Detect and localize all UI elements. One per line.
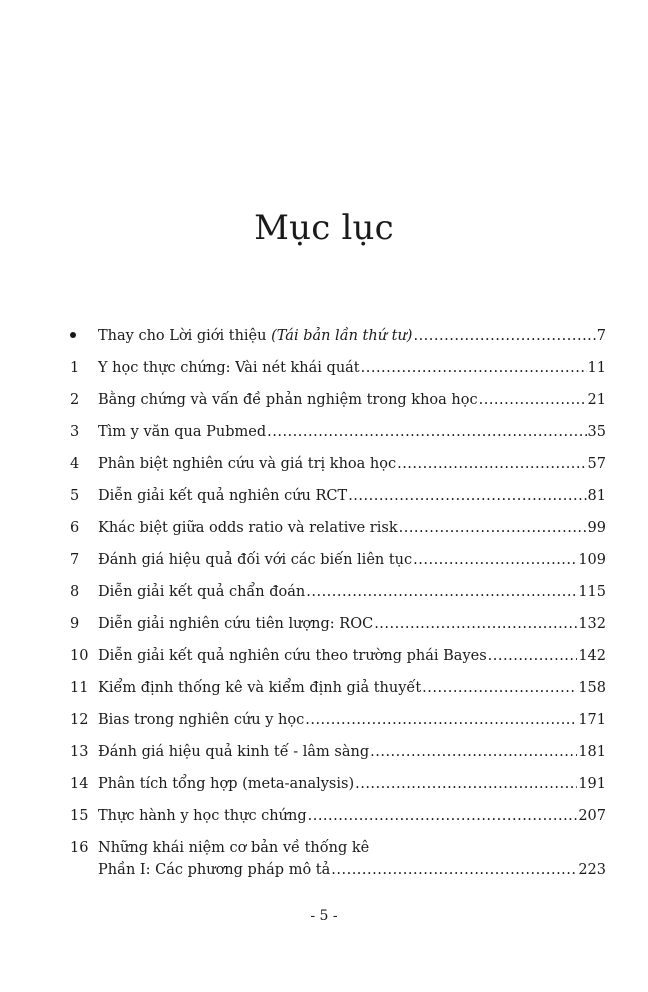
toc-entry-title: Diễn giải kết quả nghiên cứu theo trường phái Bayes	[98, 648, 487, 664]
toc-page-number: 142	[578, 648, 606, 664]
toc-entry-title: Những khái niệm cơ bản về thống kê	[98, 840, 370, 856]
dot-leader	[479, 384, 587, 416]
toc-entry-number: 11	[70, 680, 89, 696]
toc-entry-5[interactable]	[70, 480, 606, 512]
toc-entry-12[interactable]	[70, 704, 606, 736]
toc-entry-subtitle: Phần I: Các phương pháp mô tả	[98, 862, 331, 878]
toc-entry-title: Diễn giải nghiên cứu tiên lượng: ROC	[98, 616, 374, 632]
toc-entry-title: Diễn giải kết quả chẩn đoán	[98, 584, 306, 600]
bullet-icon	[70, 320, 98, 352]
toc-page-number: 158	[578, 680, 606, 696]
dot-leader	[413, 544, 577, 576]
table-of-contents	[70, 320, 606, 880]
toc-page-number: 81	[587, 488, 606, 504]
toc-entry-number: 5	[70, 488, 80, 504]
toc-entry-subtitle: (Tái bản lần thứ tư)	[271, 328, 413, 344]
dot-leader	[306, 576, 577, 608]
toc-entry-title: Bằng chứng và vấn đề phản nghiệm trong khoa học	[98, 392, 478, 408]
toc-entry-16[interactable]	[70, 832, 606, 880]
footer-page-number: - 5 -	[310, 908, 338, 924]
toc-page-number: 181	[578, 744, 606, 760]
dot-leader	[399, 512, 587, 544]
toc-entry-title: Khác biệt giữa odds ratio và relative risk	[98, 520, 398, 536]
toc-entry-title: Thực hành y học thực chứng	[98, 808, 307, 824]
toc-entry-14[interactable]	[70, 768, 606, 800]
dot-leader	[397, 448, 586, 480]
toc-entry-number: 9	[70, 616, 80, 632]
dot-leader	[331, 859, 577, 881]
toc-entry-title: Y học thực chứng: Vài nét khái quát	[98, 360, 360, 376]
toc-entry-title: Tìm y văn qua Pubmed	[98, 424, 267, 440]
toc-entry-4[interactable]	[70, 448, 606, 480]
toc-entry-title: Bias trong nghiên cứu y học	[98, 712, 305, 728]
toc-entry-number: 10	[70, 648, 89, 664]
toc-entry-number: 15	[70, 808, 89, 824]
toc-entry-number: 1	[70, 360, 80, 376]
toc-page-number: 191	[578, 776, 606, 792]
dot-leader	[488, 640, 578, 672]
toc-page-number: 171	[578, 712, 606, 728]
toc-entry-13[interactable]	[70, 736, 606, 768]
toc-entry-number: 2	[70, 392, 80, 408]
toc-entry-7[interactable]	[70, 544, 606, 576]
toc-entry-number: 6	[70, 520, 80, 536]
toc-entry-10[interactable]	[70, 640, 606, 672]
page-title: Mục lục	[254, 208, 394, 248]
toc-entry-8[interactable]	[70, 576, 606, 608]
toc-entry-title: Đánh giá hiệu quả kinh tế - lâm sàng	[98, 744, 370, 760]
dot-leader	[422, 672, 577, 704]
toc-entry-6[interactable]	[70, 512, 606, 544]
toc-entry-11[interactable]	[70, 672, 606, 704]
toc-page-number: 99	[587, 520, 606, 536]
dot-leader	[348, 480, 586, 512]
toc-page-number: 21	[587, 392, 606, 408]
toc-page-number: 109	[578, 552, 606, 568]
dot-leader	[355, 768, 577, 800]
toc-entry-title: Phân biệt nghiên cứu và giá trị khoa học	[98, 456, 397, 472]
toc-entry-number: 13	[70, 744, 89, 760]
toc-entry-number: 14	[70, 776, 89, 792]
dot-leader	[267, 416, 586, 448]
toc-entry-number: 3	[70, 424, 80, 440]
toc-entry-number: 4	[70, 456, 80, 472]
toc-page-number: 132	[578, 616, 606, 632]
dot-leader	[361, 352, 587, 384]
toc-entry-3[interactable]	[70, 416, 606, 448]
dot-leader	[374, 608, 577, 640]
dot-leader	[413, 320, 595, 352]
toc-entry-title: Diễn giải kết quả nghiên cứu RCT	[98, 488, 348, 504]
toc-entry-title: Thay cho Lời giới thiệu (Tái bản lần thứ tư)	[98, 328, 413, 344]
toc-page-number: 11	[587, 360, 606, 376]
dot-leader	[305, 704, 577, 736]
toc-entry-9[interactable]	[70, 608, 606, 640]
toc-page-number: 57	[587, 456, 606, 472]
toc-entry-number: 8	[70, 584, 80, 600]
dot-leader	[370, 736, 577, 768]
toc-page-number: 207	[578, 808, 606, 824]
toc-page-number: 223	[578, 862, 606, 878]
dot-leader	[308, 800, 578, 832]
toc-entry-15[interactable]	[70, 800, 606, 832]
toc-entry-title: Phân tích tổng hợp (meta-analysis)	[98, 776, 355, 792]
toc-page-number: 115	[578, 584, 606, 600]
toc-entry-number: 7	[70, 552, 80, 568]
toc-entry-2[interactable]	[70, 384, 606, 416]
toc-page-number: 35	[587, 424, 606, 440]
toc-entry-title: Kiểm định thống kê và kiểm định giả thuyết	[98, 680, 422, 696]
toc-page-number: 7	[596, 328, 606, 344]
toc-entry-1[interactable]	[70, 352, 606, 384]
toc-entry-title: Đánh giá hiệu quả đối với các biến liên tục	[98, 552, 413, 568]
toc-entry-intro[interactable]	[70, 320, 606, 352]
toc-entry-number: 12	[70, 712, 89, 728]
toc-entry-number: 16	[70, 840, 89, 856]
